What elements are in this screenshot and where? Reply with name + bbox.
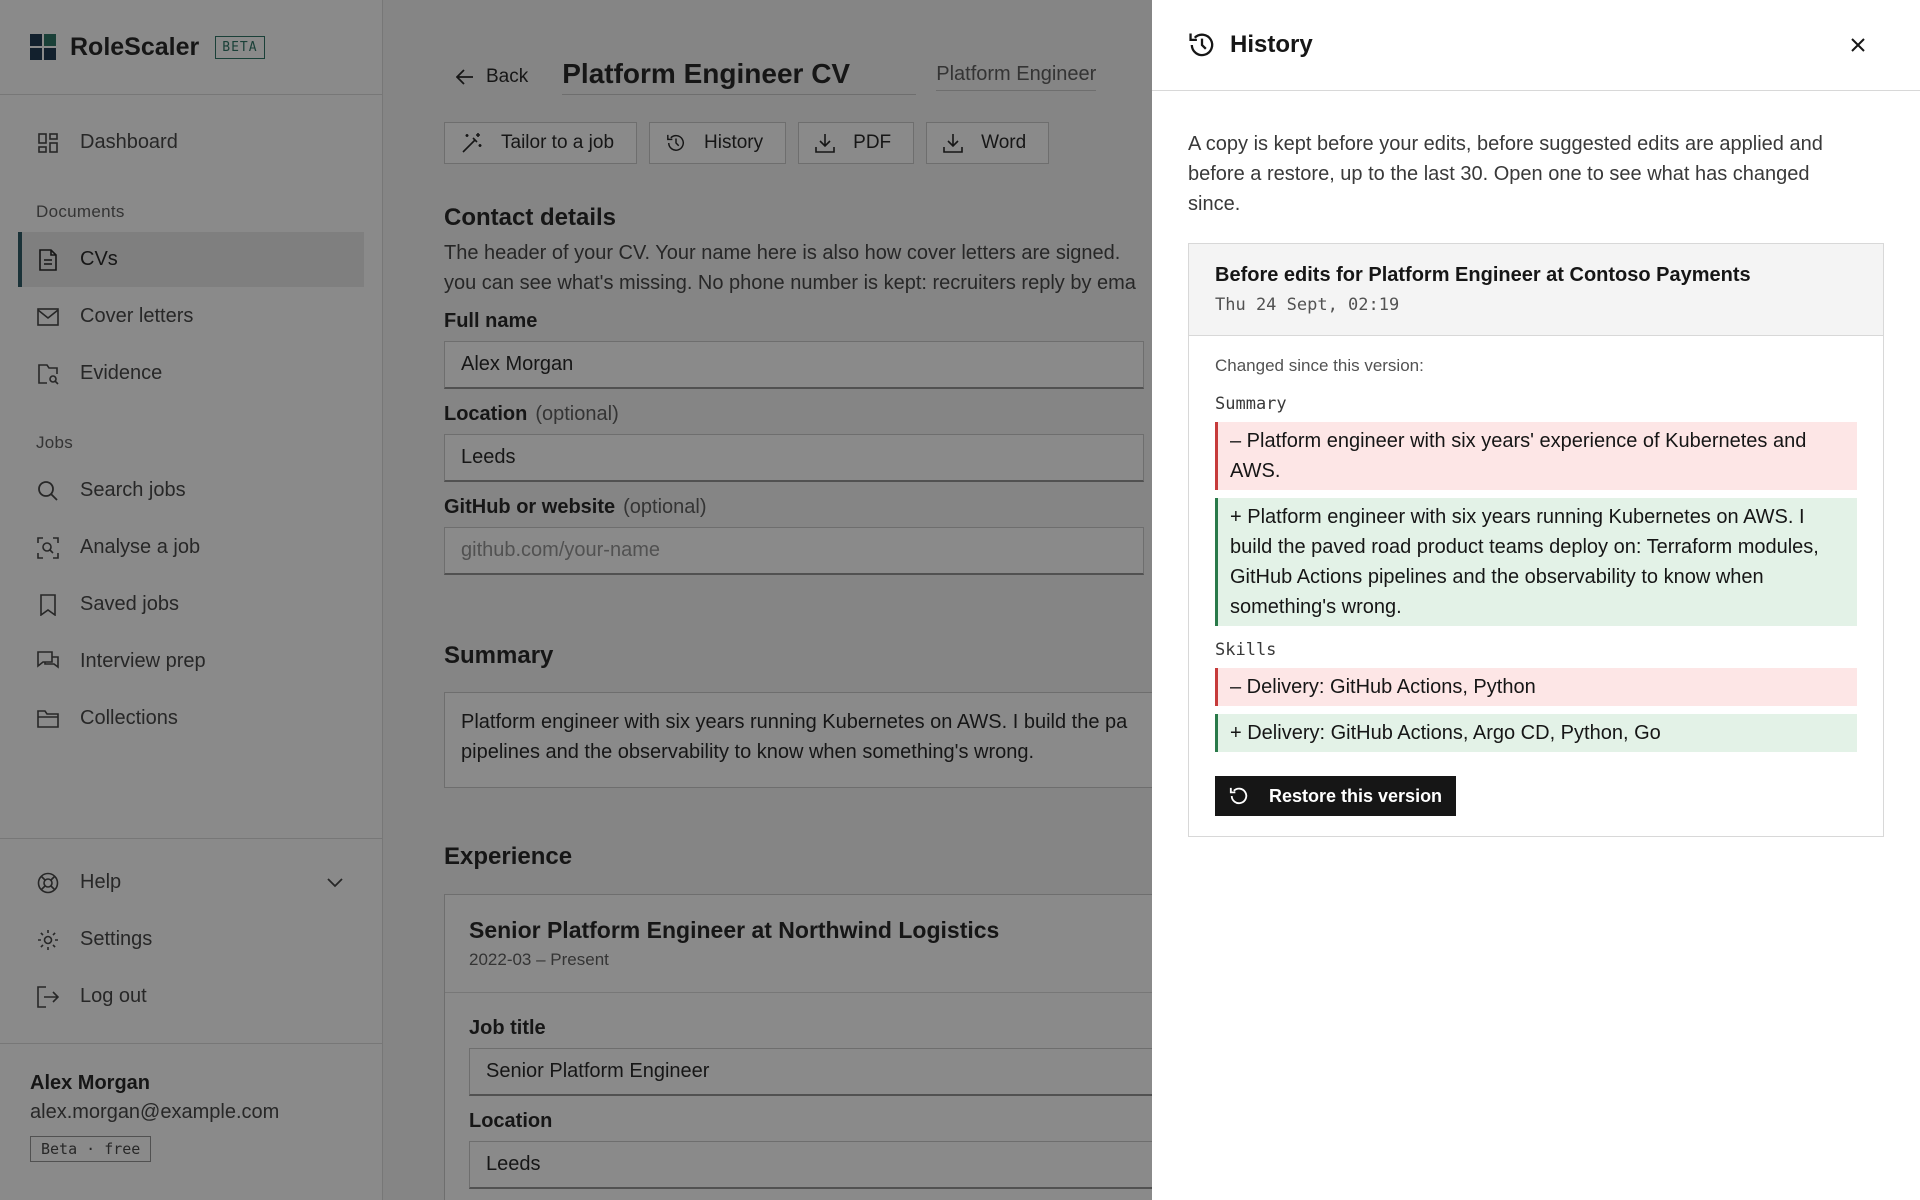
- version-header[interactable]: [1189, 244, 1883, 336]
- restore-version-button[interactable]: [1215, 776, 1456, 816]
- diff-removed-line: – Delivery: GitHub Actions, Python: [1215, 668, 1857, 706]
- diff-removed-line: – Platform engineer with six years' experience of Kubernetes and AWS.: [1215, 422, 1857, 490]
- drawer-header: [1152, 0, 1920, 91]
- drawer-title: History: [1230, 31, 1313, 58]
- close-button[interactable]: [1842, 29, 1874, 61]
- history-drawer: [1152, 0, 1920, 1200]
- diff-section-skills: Skills: [1215, 640, 1277, 660]
- restore-label: Restore this version: [1269, 785, 1443, 806]
- close-icon: [1850, 37, 1866, 53]
- version-card: [1188, 243, 1884, 837]
- diff-added-line: + Delivery: GitHub Actions, Argo CD, Python, Go: [1215, 714, 1857, 752]
- restore-icon: [1229, 786, 1249, 806]
- diff-section-summary: Summary: [1215, 394, 1287, 414]
- history-intro: A copy is kept before your edits, before suggested edits are applied and before a restore, up to the last 30. Open one to see what has changed since.: [1188, 133, 1823, 215]
- diff-added-line: + Platform engineer with six years running Kubernetes on AWS. I build the paved road product teams deploy on: Terraform modules, GitHub Actions pipelines and the observability to know when something's wrong.: [1215, 498, 1857, 626]
- version-diff: [1189, 336, 1883, 836]
- version-timestamp: Thu 24 Sept, 02:19: [1215, 295, 1400, 315]
- version-title: Before edits for Platform Engineer at Contoso Payments: [1215, 264, 1751, 286]
- history-icon: [1188, 31, 1216, 59]
- changed-label: Changed since this version:: [1215, 356, 1424, 375]
